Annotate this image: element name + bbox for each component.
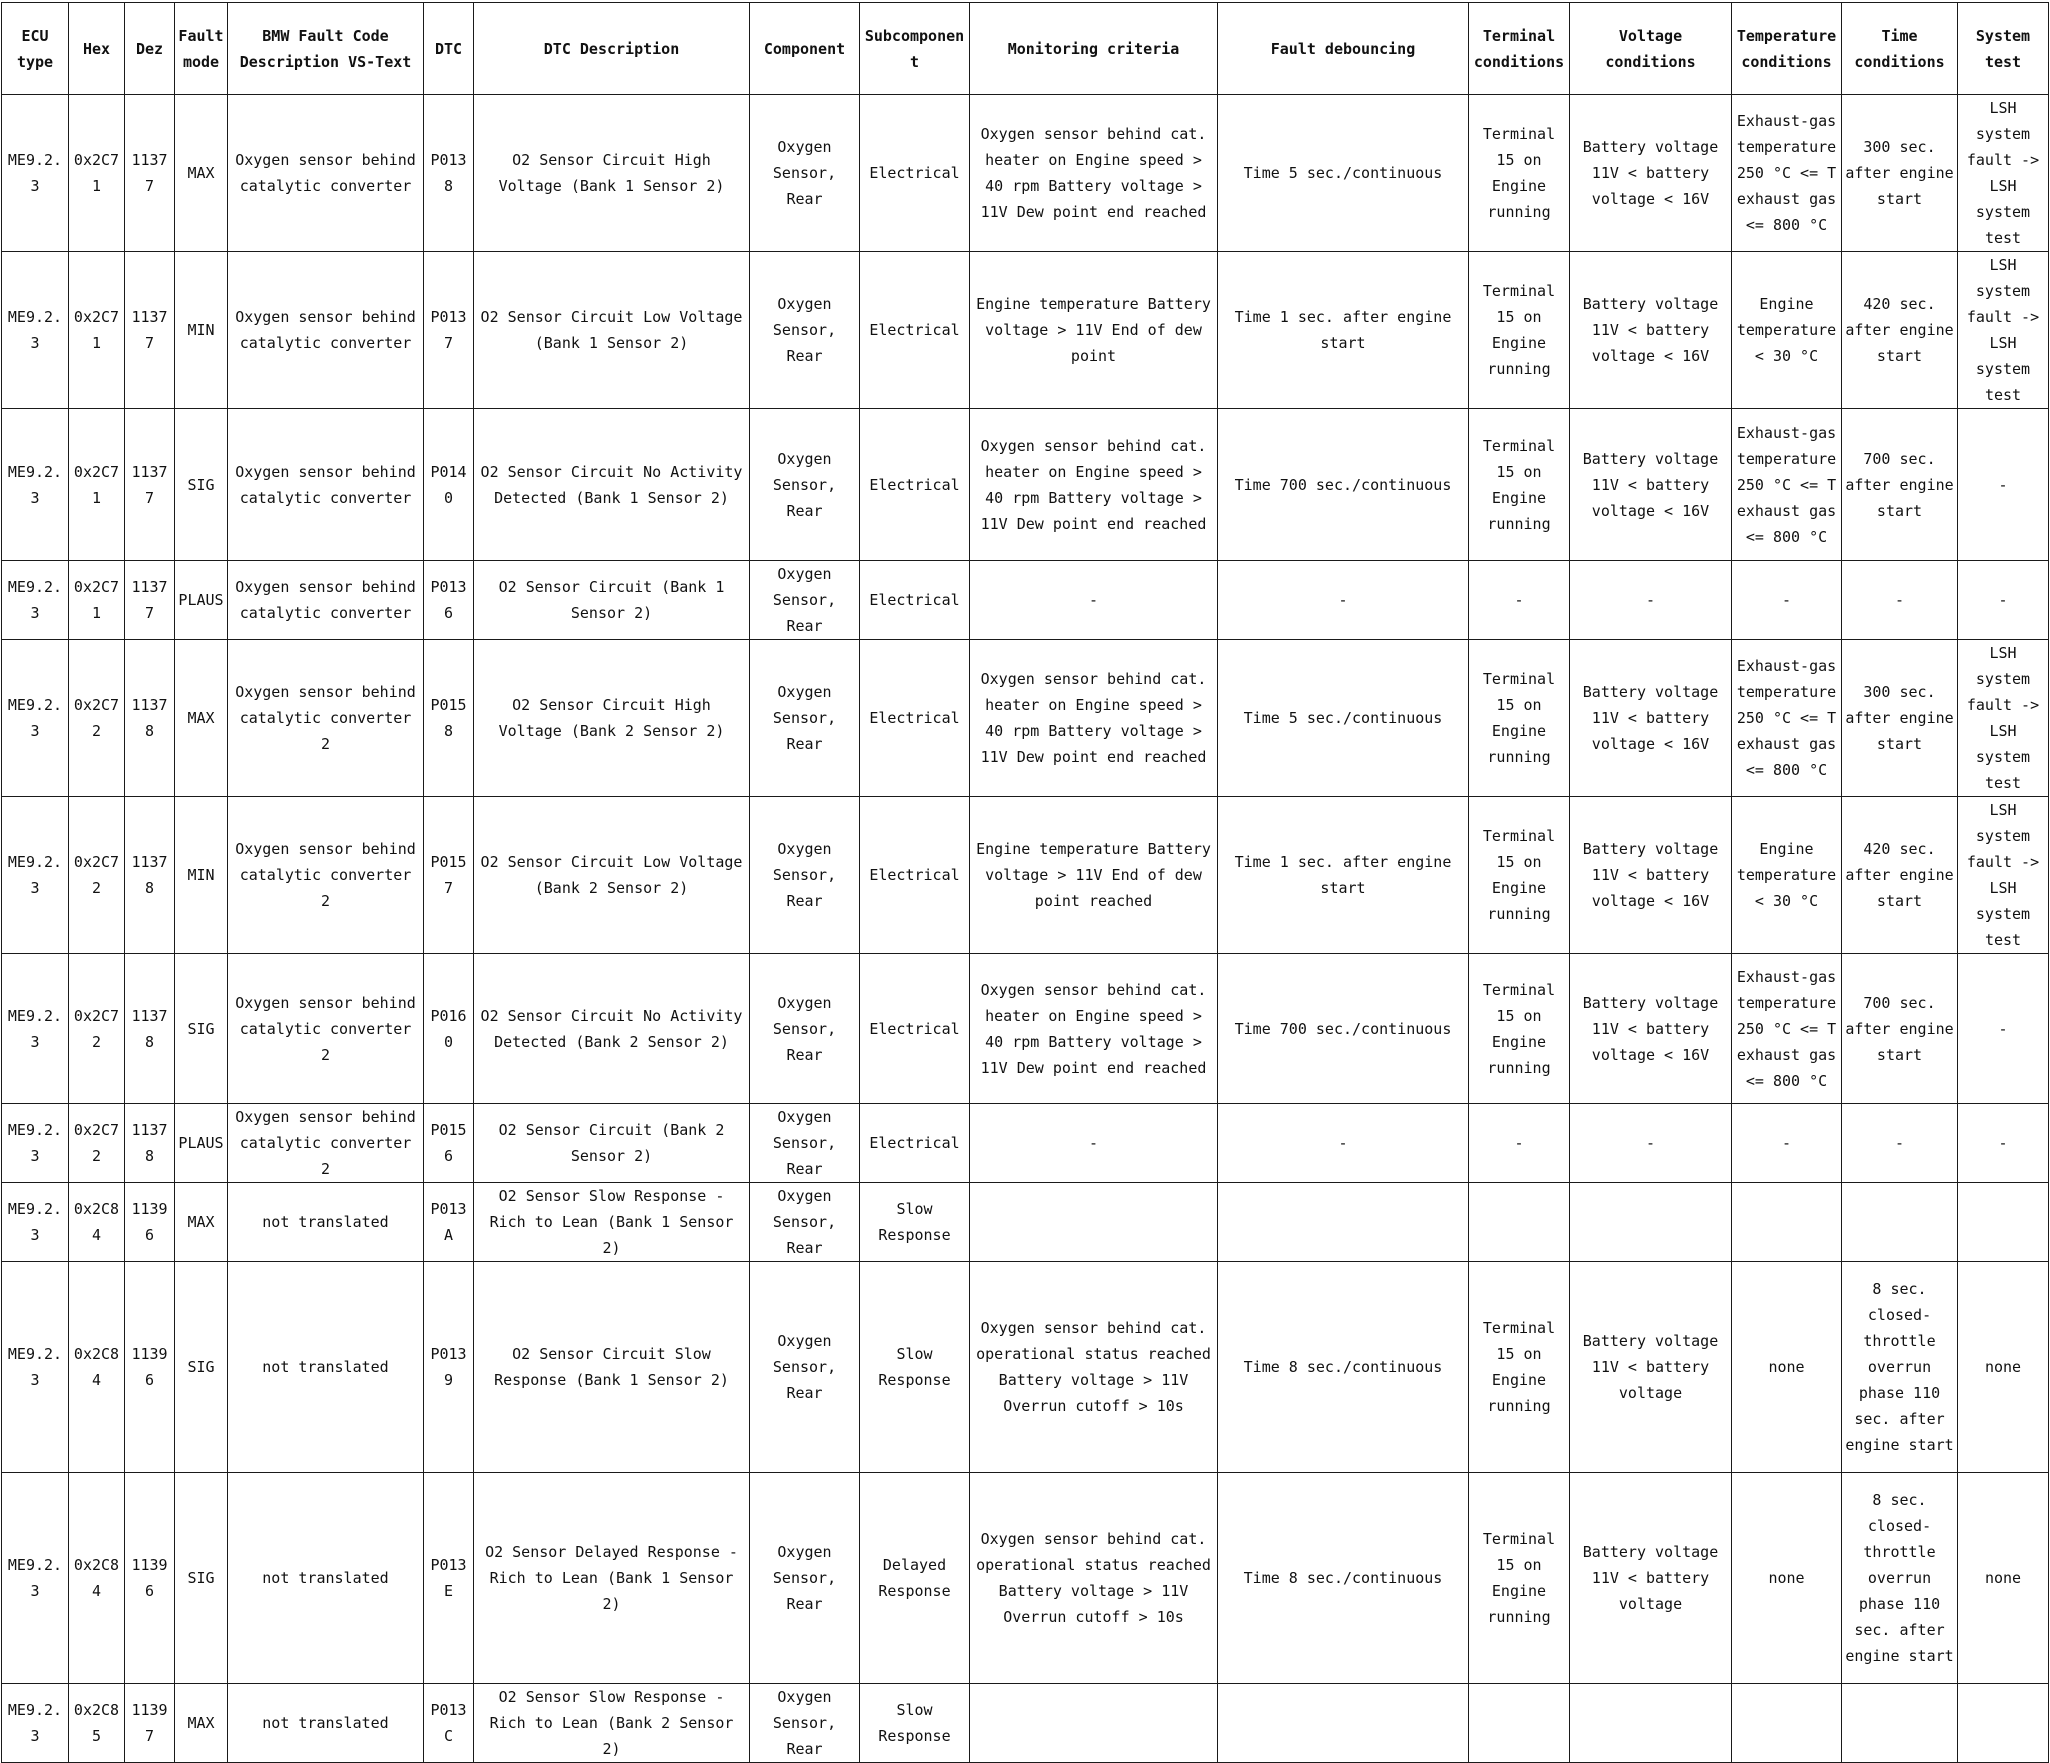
cell-fault-mode: PLAUS (175, 1104, 228, 1183)
cell-time-conditions: 700 sec. after engine start (1842, 954, 1958, 1104)
cell-fault-mode: MAX (175, 1183, 228, 1262)
column-header-bmw-description: BMW Fault Code Description VS-Text (228, 3, 424, 95)
cell-voltage-conditions (1570, 1183, 1732, 1262)
cell-temperature-conditions: Exhaust-gas temperature 250 °C <= T exhaust gas <= 800 °C (1732, 640, 1842, 797)
cell-ecu-type: ME9.2.3 (2, 409, 69, 561)
cell-monitoring-criteria: - (970, 561, 1218, 640)
cell-dtc: P0140 (424, 409, 474, 561)
cell-temperature-conditions: Engine temperature < 30 °C (1732, 797, 1842, 954)
cell-temperature-conditions: none (1732, 1262, 1842, 1473)
column-header-dtc: DTC (424, 3, 474, 95)
cell-fault-debouncing (1218, 1684, 1469, 1763)
cell-hex: 0x2C72 (69, 640, 125, 797)
table-row (2, 1473, 2049, 1684)
cell-bmw-description: Oxygen sensor behind catalytic converter 2 (228, 797, 424, 954)
cell-temperature-conditions (1732, 1684, 1842, 1763)
cell-hex: 0x2C72 (69, 1104, 125, 1183)
cell-bmw-description: Oxygen sensor behind catalytic converter 2 (228, 1104, 424, 1183)
cell-voltage-conditions: - (1570, 561, 1732, 640)
cell-bmw-description: Oxygen sensor behind catalytic converter (228, 252, 424, 409)
cell-dez: 11378 (125, 954, 175, 1104)
cell-dez: 11396 (125, 1473, 175, 1684)
cell-voltage-conditions: Battery voltage 11V < battery voltage < 16V (1570, 954, 1732, 1104)
cell-dez: 11378 (125, 797, 175, 954)
cell-dtc: P0139 (424, 1262, 474, 1473)
cell-dez: 11377 (125, 561, 175, 640)
cell-component: Oxygen Sensor, Rear (750, 954, 860, 1104)
cell-hex: 0x2C71 (69, 561, 125, 640)
cell-system-test: LSH system fault -> LSH system test (1958, 252, 2049, 409)
cell-temperature-conditions: Engine temperature < 30 °C (1732, 252, 1842, 409)
cell-component: Oxygen Sensor, Rear (750, 1183, 860, 1262)
cell-system-test (1958, 1684, 2049, 1763)
cell-fault-debouncing: Time 700 sec./continuous (1218, 409, 1469, 561)
cell-component: Oxygen Sensor, Rear (750, 252, 860, 409)
cell-ecu-type: ME9.2.3 (2, 1684, 69, 1763)
column-header-system-test: System test (1958, 3, 2049, 95)
cell-time-conditions: 8 sec. closed-throttle overrun phase 110 sec. after engine start (1842, 1262, 1958, 1473)
cell-ecu-type: ME9.2.3 (2, 95, 69, 252)
cell-bmw-description: Oxygen sensor behind catalytic converter (228, 561, 424, 640)
cell-terminal-conditions (1469, 1183, 1570, 1262)
cell-hex: 0x2C71 (69, 95, 125, 252)
cell-subcomponent: Slow Response (860, 1183, 970, 1262)
cell-monitoring-criteria (970, 1684, 1218, 1763)
cell-time-conditions: 700 sec. after engine start (1842, 409, 1958, 561)
cell-voltage-conditions: Battery voltage 11V < battery voltage (1570, 1473, 1732, 1684)
cell-fault-debouncing (1218, 1183, 1469, 1262)
cell-fault-mode: MIN (175, 252, 228, 409)
cell-voltage-conditions: Battery voltage 11V < battery voltage < 16V (1570, 797, 1732, 954)
cell-ecu-type: ME9.2.3 (2, 1104, 69, 1183)
cell-system-test: none (1958, 1262, 2049, 1473)
cell-bmw-description: Oxygen sensor behind catalytic converter (228, 95, 424, 252)
cell-time-conditions: - (1842, 1104, 1958, 1183)
cell-terminal-conditions: Terminal 15 on Engine running (1469, 1262, 1570, 1473)
cell-voltage-conditions (1570, 1684, 1732, 1763)
cell-fault-mode: MIN (175, 797, 228, 954)
cell-fault-mode: MAX (175, 95, 228, 252)
cell-terminal-conditions (1469, 1684, 1570, 1763)
cell-dez: 11378 (125, 1104, 175, 1183)
table-body (2, 95, 2049, 1763)
cell-fault-debouncing: Time 5 sec./continuous (1218, 640, 1469, 797)
cell-time-conditions: 300 sec. after engine start (1842, 640, 1958, 797)
cell-system-test: LSH system fault -> LSH system test (1958, 797, 2049, 954)
cell-system-test: - (1958, 954, 2049, 1104)
table-row (2, 1262, 2049, 1473)
cell-ecu-type: ME9.2.3 (2, 954, 69, 1104)
cell-terminal-conditions: Terminal 15 on Engine running (1469, 409, 1570, 561)
cell-dtc: P013E (424, 1473, 474, 1684)
cell-dtc-description: O2 Sensor Circuit (Bank 1 Sensor 2) (474, 561, 750, 640)
cell-fault-debouncing: - (1218, 1104, 1469, 1183)
cell-fault-debouncing: Time 700 sec./continuous (1218, 954, 1469, 1104)
cell-voltage-conditions: Battery voltage 11V < battery voltage < 16V (1570, 640, 1732, 797)
column-header-dtc-description: DTC Description (474, 3, 750, 95)
cell-temperature-conditions: Exhaust-gas temperature 250 °C <= T exhaust gas <= 800 °C (1732, 954, 1842, 1104)
cell-monitoring-criteria: Oxygen sensor behind cat. heater on Engine speed > 40 rpm Battery voltage > 11V Dew point end reached (970, 954, 1218, 1104)
cell-fault-debouncing: Time 8 sec./continuous (1218, 1262, 1469, 1473)
cell-time-conditions: - (1842, 561, 1958, 640)
cell-temperature-conditions: - (1732, 561, 1842, 640)
cell-subcomponent: Delayed Response (860, 1473, 970, 1684)
cell-component: Oxygen Sensor, Rear (750, 1473, 860, 1684)
cell-ecu-type: ME9.2.3 (2, 797, 69, 954)
cell-monitoring-criteria (970, 1183, 1218, 1262)
cell-terminal-conditions: Terminal 15 on Engine running (1469, 954, 1570, 1104)
cell-subcomponent: Slow Response (860, 1262, 970, 1473)
cell-subcomponent: Electrical (860, 797, 970, 954)
column-header-ecu-type: ECU type (2, 3, 69, 95)
cell-monitoring-criteria: - (970, 1104, 1218, 1183)
cell-dez: 11396 (125, 1183, 175, 1262)
cell-bmw-description: not translated (228, 1183, 424, 1262)
cell-hex: 0x2C85 (69, 1684, 125, 1763)
column-header-monitoring-criteria: Monitoring criteria (970, 3, 1218, 95)
cell-dtc-description: O2 Sensor Circuit Low Voltage (Bank 2 Sensor 2) (474, 797, 750, 954)
cell-time-conditions (1842, 1684, 1958, 1763)
table-row (2, 252, 2049, 409)
cell-dtc: P0137 (424, 252, 474, 409)
cell-bmw-description: not translated (228, 1262, 424, 1473)
cell-hex: 0x2C72 (69, 954, 125, 1104)
cell-dez: 11397 (125, 1684, 175, 1763)
cell-temperature-conditions: none (1732, 1473, 1842, 1684)
cell-dtc-description: O2 Sensor Slow Response - Rich to Lean (Bank 2 Sensor 2) (474, 1684, 750, 1763)
cell-dtc: P0158 (424, 640, 474, 797)
cell-fault-mode: SIG (175, 1262, 228, 1473)
cell-system-test: none (1958, 1473, 2049, 1684)
cell-temperature-conditions: Exhaust-gas temperature 250 °C <= T exhaust gas <= 800 °C (1732, 95, 1842, 252)
cell-dtc-description: O2 Sensor Circuit Slow Response (Bank 1 Sensor 2) (474, 1262, 750, 1473)
cell-fault-debouncing: Time 1 sec. after engine start (1218, 797, 1469, 954)
cell-monitoring-criteria: Oxygen sensor behind cat. operational status reached Battery voltage > 11V Overrun cutoff > 10s (970, 1262, 1218, 1473)
cell-hex: 0x2C71 (69, 409, 125, 561)
cell-dtc: P0160 (424, 954, 474, 1104)
cell-fault-mode: MAX (175, 1684, 228, 1763)
table-row (2, 1684, 2049, 1763)
column-header-component: Component (750, 3, 860, 95)
cell-component: Oxygen Sensor, Rear (750, 95, 860, 252)
cell-monitoring-criteria: Engine temperature Battery voltage > 11V End of dew point (970, 252, 1218, 409)
cell-terminal-conditions: Terminal 15 on Engine running (1469, 252, 1570, 409)
cell-dez: 11377 (125, 409, 175, 561)
cell-dtc-description: O2 Sensor Slow Response - Rich to Lean (Bank 1 Sensor 2) (474, 1183, 750, 1262)
cell-subcomponent: Electrical (860, 252, 970, 409)
cell-dtc: P013C (424, 1684, 474, 1763)
cell-ecu-type: ME9.2.3 (2, 561, 69, 640)
column-header-terminal-conditions: Terminal conditions (1469, 3, 1570, 95)
cell-dtc-description: O2 Sensor Circuit High Voltage (Bank 2 Sensor 2) (474, 640, 750, 797)
cell-fault-mode: SIG (175, 1473, 228, 1684)
cell-dez: 11377 (125, 95, 175, 252)
cell-temperature-conditions (1732, 1183, 1842, 1262)
cell-terminal-conditions: Terminal 15 on Engine running (1469, 1473, 1570, 1684)
cell-dez: 11378 (125, 640, 175, 797)
cell-hex: 0x2C84 (69, 1473, 125, 1684)
table-row (2, 640, 2049, 797)
cell-subcomponent: Electrical (860, 954, 970, 1104)
cell-dtc-description: O2 Sensor Circuit Low Voltage (Bank 1 Sensor 2) (474, 252, 750, 409)
cell-terminal-conditions: - (1469, 1104, 1570, 1183)
column-header-temperature-conditions: Temperature conditions (1732, 3, 1842, 95)
cell-hex: 0x2C84 (69, 1262, 125, 1473)
cell-voltage-conditions: Battery voltage 11V < battery voltage < 16V (1570, 95, 1732, 252)
cell-dtc-description: O2 Sensor Circuit No Activity Detected (Bank 1 Sensor 2) (474, 409, 750, 561)
cell-component: Oxygen Sensor, Rear (750, 1104, 860, 1183)
cell-bmw-description: Oxygen sensor behind catalytic converter (228, 409, 424, 561)
cell-component: Oxygen Sensor, Rear (750, 797, 860, 954)
cell-dez: 11396 (125, 1262, 175, 1473)
cell-system-test: LSH system fault -> LSH system test (1958, 640, 2049, 797)
cell-fault-debouncing: - (1218, 561, 1469, 640)
column-header-dez: Dez (125, 3, 175, 95)
cell-subcomponent: Electrical (860, 95, 970, 252)
cell-component: Oxygen Sensor, Rear (750, 409, 860, 561)
fault-code-table (1, 2, 2049, 1763)
cell-monitoring-criteria: Oxygen sensor behind cat. heater on Engine speed > 40 rpm Battery voltage > 11V Dew point end reached (970, 95, 1218, 252)
table-row (2, 409, 2049, 561)
column-header-hex: Hex (69, 3, 125, 95)
cell-component: Oxygen Sensor, Rear (750, 640, 860, 797)
table-row (2, 954, 2049, 1104)
cell-dtc-description: O2 Sensor Circuit High Voltage (Bank 1 Sensor 2) (474, 95, 750, 252)
cell-fault-debouncing: Time 8 sec./continuous (1218, 1473, 1469, 1684)
table-row (2, 797, 2049, 954)
cell-terminal-conditions: Terminal 15 on Engine running (1469, 797, 1570, 954)
cell-system-test (1958, 1183, 2049, 1262)
column-header-voltage-conditions: Voltage conditions (1570, 3, 1732, 95)
cell-voltage-conditions: Battery voltage 11V < battery voltage (1570, 1262, 1732, 1473)
cell-fault-debouncing: Time 5 sec./continuous (1218, 95, 1469, 252)
cell-voltage-conditions: - (1570, 1104, 1732, 1183)
cell-monitoring-criteria: Oxygen sensor behind cat. heater on Engine speed > 40 rpm Battery voltage > 11V Dew point end reached (970, 409, 1218, 561)
cell-subcomponent: Electrical (860, 409, 970, 561)
cell-temperature-conditions: - (1732, 1104, 1842, 1183)
cell-dtc-description: O2 Sensor Delayed Response - Rich to Lean (Bank 1 Sensor 2) (474, 1473, 750, 1684)
cell-fault-mode: SIG (175, 409, 228, 561)
cell-ecu-type: ME9.2.3 (2, 1473, 69, 1684)
cell-dtc: P013A (424, 1183, 474, 1262)
cell-subcomponent: Electrical (860, 1104, 970, 1183)
cell-fault-mode: PLAUS (175, 561, 228, 640)
cell-system-test: - (1958, 409, 2049, 561)
cell-voltage-conditions: Battery voltage 11V < battery voltage < 16V (1570, 252, 1732, 409)
cell-dez: 11377 (125, 252, 175, 409)
cell-ecu-type: ME9.2.3 (2, 1262, 69, 1473)
cell-hex: 0x2C72 (69, 797, 125, 954)
cell-fault-mode: SIG (175, 954, 228, 1104)
cell-hex: 0x2C84 (69, 1183, 125, 1262)
cell-dtc-description: O2 Sensor Circuit (Bank 2 Sensor 2) (474, 1104, 750, 1183)
cell-subcomponent: Electrical (860, 640, 970, 797)
cell-bmw-description: not translated (228, 1473, 424, 1684)
cell-terminal-conditions: Terminal 15 on Engine running (1469, 95, 1570, 252)
cell-system-test: - (1958, 1104, 2049, 1183)
cell-monitoring-criteria: Oxygen sensor behind cat. heater on Engine speed > 40 rpm Battery voltage > 11V Dew point end reached (970, 640, 1218, 797)
column-header-subcomponent: Subcomponent (860, 3, 970, 95)
cell-hex: 0x2C71 (69, 252, 125, 409)
cell-bmw-description: Oxygen sensor behind catalytic converter 2 (228, 640, 424, 797)
cell-dtc: P0138 (424, 95, 474, 252)
column-header-time-conditions: Time conditions (1842, 3, 1958, 95)
cell-time-conditions (1842, 1183, 1958, 1262)
cell-time-conditions: 300 sec. after engine start (1842, 95, 1958, 252)
cell-fault-mode: MAX (175, 640, 228, 797)
cell-subcomponent: Electrical (860, 561, 970, 640)
cell-time-conditions: 420 sec. after engine start (1842, 797, 1958, 954)
cell-voltage-conditions: Battery voltage 11V < battery voltage < 16V (1570, 409, 1732, 561)
cell-dtc-description: O2 Sensor Circuit No Activity Detected (Bank 2 Sensor 2) (474, 954, 750, 1104)
cell-terminal-conditions: Terminal 15 on Engine running (1469, 640, 1570, 797)
cell-bmw-description: not translated (228, 1684, 424, 1763)
cell-system-test: - (1958, 561, 2049, 640)
cell-system-test: LSH system fault -> LSH system test (1958, 95, 2049, 252)
cell-component: Oxygen Sensor, Rear (750, 1684, 860, 1763)
cell-ecu-type: ME9.2.3 (2, 640, 69, 797)
table-row (2, 1104, 2049, 1183)
cell-time-conditions: 420 sec. after engine start (1842, 252, 1958, 409)
table-row (2, 561, 2049, 640)
cell-fault-debouncing: Time 1 sec. after engine start (1218, 252, 1469, 409)
cell-terminal-conditions: - (1469, 561, 1570, 640)
cell-component: Oxygen Sensor, Rear (750, 1262, 860, 1473)
table-header-row (2, 3, 2049, 95)
cell-time-conditions: 8 sec. closed-throttle overrun phase 110 sec. after engine start (1842, 1473, 1958, 1684)
cell-dtc: P0156 (424, 1104, 474, 1183)
cell-monitoring-criteria: Engine temperature Battery voltage > 11V End of dew point reached (970, 797, 1218, 954)
cell-bmw-description: Oxygen sensor behind catalytic converter 2 (228, 954, 424, 1104)
column-header-fault-debouncing: Fault debouncing (1218, 3, 1469, 95)
cell-temperature-conditions: Exhaust-gas temperature 250 °C <= T exhaust gas <= 800 °C (1732, 409, 1842, 561)
cell-component: Oxygen Sensor, Rear (750, 561, 860, 640)
cell-ecu-type: ME9.2.3 (2, 252, 69, 409)
cell-subcomponent: Slow Response (860, 1684, 970, 1763)
column-header-fault-mode: Fault mode (175, 3, 228, 95)
table-row (2, 1183, 2049, 1262)
cell-dtc: P0136 (424, 561, 474, 640)
cell-ecu-type: ME9.2.3 (2, 1183, 69, 1262)
cell-dtc: P0157 (424, 797, 474, 954)
cell-monitoring-criteria: Oxygen sensor behind cat. operational status reached Battery voltage > 11V Overrun cutoff > 10s (970, 1473, 1218, 1684)
table-row (2, 95, 2049, 252)
